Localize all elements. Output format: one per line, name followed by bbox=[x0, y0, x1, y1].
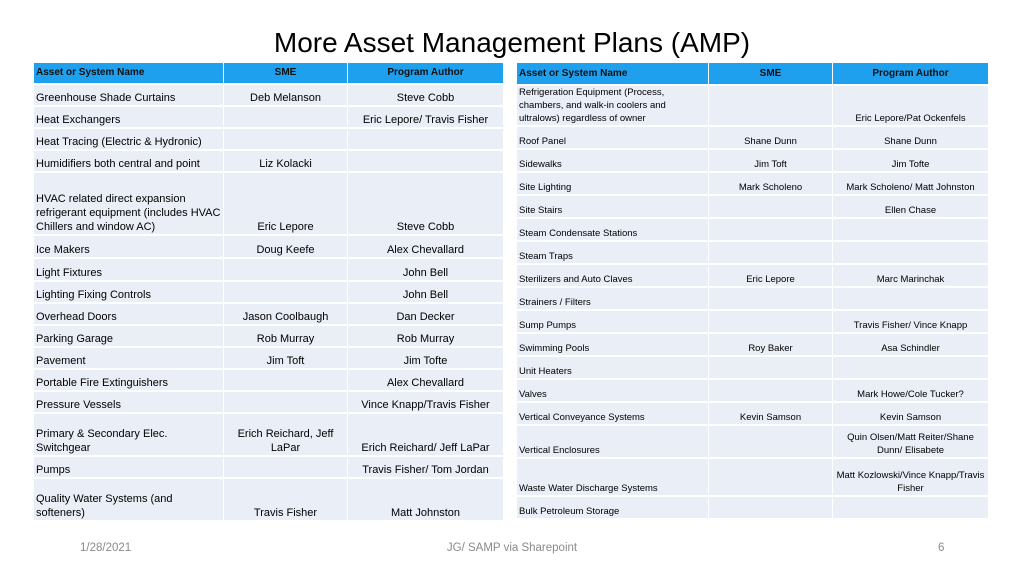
program-author-cell: Mark Howe/Cole Tucker? bbox=[833, 380, 989, 403]
sme-cell: Shane Dunn bbox=[709, 127, 833, 150]
sme-cell bbox=[224, 259, 348, 282]
sme-cell: Eric Lepore bbox=[709, 265, 833, 288]
sme-cell bbox=[224, 457, 348, 479]
asset-name-cell: Portable Fire Extinguishers bbox=[34, 370, 224, 392]
program-author-cell: Alex Chevallard bbox=[348, 236, 504, 259]
program-author-cell bbox=[833, 219, 989, 242]
asset-name-cell: Parking Garage bbox=[34, 326, 224, 348]
sme-cell: Eric Lepore bbox=[224, 173, 348, 236]
footer-page-number: 6 bbox=[938, 542, 945, 554]
program-author-cell: Ellen Chase bbox=[833, 196, 989, 219]
sme-cell bbox=[709, 311, 833, 334]
table-row bbox=[517, 196, 989, 219]
program-author-cell: Eric Lepore/ Travis Fisher bbox=[348, 107, 504, 129]
sme-cell: Doug Keefe bbox=[224, 236, 348, 259]
program-author-cell: Matt Johnston bbox=[348, 479, 504, 522]
table-row bbox=[517, 265, 989, 288]
asset-name-cell: Site Lighting bbox=[517, 173, 709, 196]
program-author-cell: Eric Lepore/Pat Ockenfels bbox=[833, 86, 989, 127]
sme-cell: Roy Baker bbox=[709, 334, 833, 357]
table-row bbox=[34, 259, 504, 282]
sme-cell: Mark Scholeno bbox=[709, 173, 833, 196]
table-row bbox=[517, 459, 989, 497]
table-row bbox=[517, 311, 989, 334]
table-row bbox=[517, 426, 989, 459]
asset-name-cell: Strainers / Filters bbox=[517, 288, 709, 311]
header-sme: SME bbox=[709, 63, 833, 86]
program-author-cell: Rob Murray bbox=[348, 326, 504, 348]
program-author-cell bbox=[833, 242, 989, 265]
table-row bbox=[34, 392, 504, 414]
asset-name-cell: Pumps bbox=[34, 457, 224, 479]
program-author-cell: John Bell bbox=[348, 259, 504, 282]
program-author-cell bbox=[833, 357, 989, 380]
table-row bbox=[34, 304, 504, 326]
header-author: Program Author bbox=[833, 63, 989, 86]
program-author-cell: Marc Marinchak bbox=[833, 265, 989, 288]
asset-name-cell: Overhead Doors bbox=[34, 304, 224, 326]
sme-cell: Liz Kolacki bbox=[224, 151, 348, 173]
program-author-cell bbox=[348, 129, 504, 151]
asset-name-cell: Waste Water Discharge Systems bbox=[517, 459, 709, 497]
table-row bbox=[517, 334, 989, 357]
sme-cell: Jim Toft bbox=[709, 150, 833, 173]
program-author-cell: Dan Decker bbox=[348, 304, 504, 326]
asset-name-cell: Bulk Petroleum Storage bbox=[517, 497, 709, 520]
table-row bbox=[34, 414, 504, 457]
asset-name-cell: Ice Makers bbox=[34, 236, 224, 259]
table-row bbox=[517, 497, 989, 520]
sme-cell bbox=[709, 242, 833, 265]
table-row bbox=[517, 173, 989, 196]
table-row bbox=[34, 236, 504, 259]
asset-table-left bbox=[34, 63, 504, 522]
asset-name-cell: Valves bbox=[517, 380, 709, 403]
asset-name-cell: Steam Condensate Stations bbox=[517, 219, 709, 242]
sme-cell: Jason Coolbaugh bbox=[224, 304, 348, 326]
asset-name-cell: Steam Traps bbox=[517, 242, 709, 265]
table-row bbox=[517, 86, 989, 127]
asset-name-cell: Quality Water Systems (and softeners) bbox=[34, 479, 224, 522]
header-sme: SME bbox=[224, 63, 348, 85]
program-author-cell: Vince Knapp/Travis Fisher bbox=[348, 392, 504, 414]
asset-name-cell: Sump Pumps bbox=[517, 311, 709, 334]
table-header-row bbox=[517, 63, 989, 86]
sme-cell bbox=[224, 392, 348, 414]
program-author-cell: Kevin Samson bbox=[833, 403, 989, 426]
table-row bbox=[34, 151, 504, 173]
asset-name-cell: Primary & Secondary Elec. Switchgear bbox=[34, 414, 224, 457]
sme-cell: Kevin Samson bbox=[709, 403, 833, 426]
program-author-cell: John Bell bbox=[348, 282, 504, 304]
sme-cell bbox=[224, 107, 348, 129]
sme-cell bbox=[709, 497, 833, 520]
program-author-cell: Jim Tofte bbox=[833, 150, 989, 173]
program-author-cell: Erich Reichard/ Jeff LaPar bbox=[348, 414, 504, 457]
sme-cell: Rob Murray bbox=[224, 326, 348, 348]
asset-table-right bbox=[517, 63, 989, 520]
sme-cell bbox=[709, 380, 833, 403]
sme-cell bbox=[224, 370, 348, 392]
asset-name-cell: Lighting Fixing Controls bbox=[34, 282, 224, 304]
table-row bbox=[517, 150, 989, 173]
sme-cell bbox=[709, 459, 833, 497]
table-row bbox=[34, 282, 504, 304]
asset-name-cell: Vertical Conveyance Systems bbox=[517, 403, 709, 426]
table-row bbox=[34, 107, 504, 129]
program-author-cell: Travis Fisher/ Tom Jordan bbox=[348, 457, 504, 479]
table-row bbox=[34, 479, 504, 522]
footer-date: 1/28/2021 bbox=[80, 542, 132, 554]
table-row bbox=[34, 370, 504, 392]
asset-name-cell: HVAC related direct expansion refrigerant equipment (includes HVAC Chillers and window AC) bbox=[34, 173, 224, 236]
asset-name-cell: Greenhouse Shade Curtains bbox=[34, 85, 224, 107]
asset-name-cell: Sidewalks bbox=[517, 150, 709, 173]
table-header-row bbox=[34, 63, 504, 85]
asset-name-cell: Site Stairs bbox=[517, 196, 709, 219]
table-row bbox=[517, 380, 989, 403]
table-row bbox=[34, 173, 504, 236]
program-author-cell: Quin Olsen/Matt Reiter/Shane Dunn/ Elisabete bbox=[833, 426, 989, 459]
program-author-cell: Jim Tofte bbox=[348, 348, 504, 370]
asset-name-cell: Heat Exchangers bbox=[34, 107, 224, 129]
sme-cell: Deb Melanson bbox=[224, 85, 348, 107]
sme-cell bbox=[709, 196, 833, 219]
program-author-cell: Steve Cobb bbox=[348, 173, 504, 236]
sme-cell bbox=[224, 282, 348, 304]
sme-cell: Erich Reichard, Jeff LaPar bbox=[224, 414, 348, 457]
program-author-cell bbox=[833, 288, 989, 311]
table-row bbox=[34, 457, 504, 479]
program-author-cell bbox=[348, 151, 504, 173]
asset-name-cell: Swimming Pools bbox=[517, 334, 709, 357]
asset-name-cell: Pressure Vessels bbox=[34, 392, 224, 414]
asset-name-cell: Sterilizers and Auto Claves bbox=[517, 265, 709, 288]
footer-source: JG/ SAMP via Sharepoint bbox=[446, 542, 578, 554]
program-author-cell: Mark Scholeno/ Matt Johnston bbox=[833, 173, 989, 196]
sme-cell bbox=[709, 426, 833, 459]
program-author-cell: Steve Cobb bbox=[348, 85, 504, 107]
asset-name-cell: Unit Heaters bbox=[517, 357, 709, 380]
sme-cell: Travis Fisher bbox=[224, 479, 348, 522]
asset-name-cell: Vertical Enclosures bbox=[517, 426, 709, 459]
header-asset: Asset or System Name bbox=[517, 63, 709, 86]
asset-name-cell: Pavement bbox=[34, 348, 224, 370]
table-row bbox=[34, 85, 504, 107]
table-row bbox=[517, 288, 989, 311]
asset-name-cell: Light Fixtures bbox=[34, 259, 224, 282]
table-row bbox=[34, 326, 504, 348]
table-row bbox=[517, 403, 989, 426]
program-author-cell: Shane Dunn bbox=[833, 127, 989, 150]
sme-cell bbox=[709, 219, 833, 242]
sme-cell: Jim Toft bbox=[224, 348, 348, 370]
program-author-cell: Alex Chevallard bbox=[348, 370, 504, 392]
header-author: Program Author bbox=[348, 63, 504, 85]
program-author-cell: Matt Kozlowski/Vince Knapp/Travis Fisher bbox=[833, 459, 989, 497]
program-author-cell: Travis Fisher/ Vince Knapp bbox=[833, 311, 989, 334]
asset-name-cell: Humidifiers both central and point bbox=[34, 151, 224, 173]
slide-title: More Asset Management Plans (AMP) bbox=[273, 27, 751, 58]
table-row bbox=[517, 357, 989, 380]
asset-name-cell: Roof Panel bbox=[517, 127, 709, 150]
sme-cell bbox=[224, 129, 348, 151]
table-row bbox=[34, 348, 504, 370]
asset-name-cell: Refrigeration Equipment (Process, chambers, and walk-in coolers and ultralows) regardless of owner bbox=[517, 86, 709, 127]
sme-cell bbox=[709, 86, 833, 127]
table-row bbox=[517, 219, 989, 242]
table-row bbox=[517, 242, 989, 265]
asset-name-cell: Heat Tracing (Electric & Hydronic) bbox=[34, 129, 224, 151]
sme-cell bbox=[709, 357, 833, 380]
program-author-cell: Asa Schindler bbox=[833, 334, 989, 357]
table-row bbox=[34, 129, 504, 151]
program-author-cell bbox=[833, 497, 989, 520]
header-asset: Asset or System Name bbox=[34, 63, 224, 85]
table-row bbox=[517, 127, 989, 150]
sme-cell bbox=[709, 288, 833, 311]
